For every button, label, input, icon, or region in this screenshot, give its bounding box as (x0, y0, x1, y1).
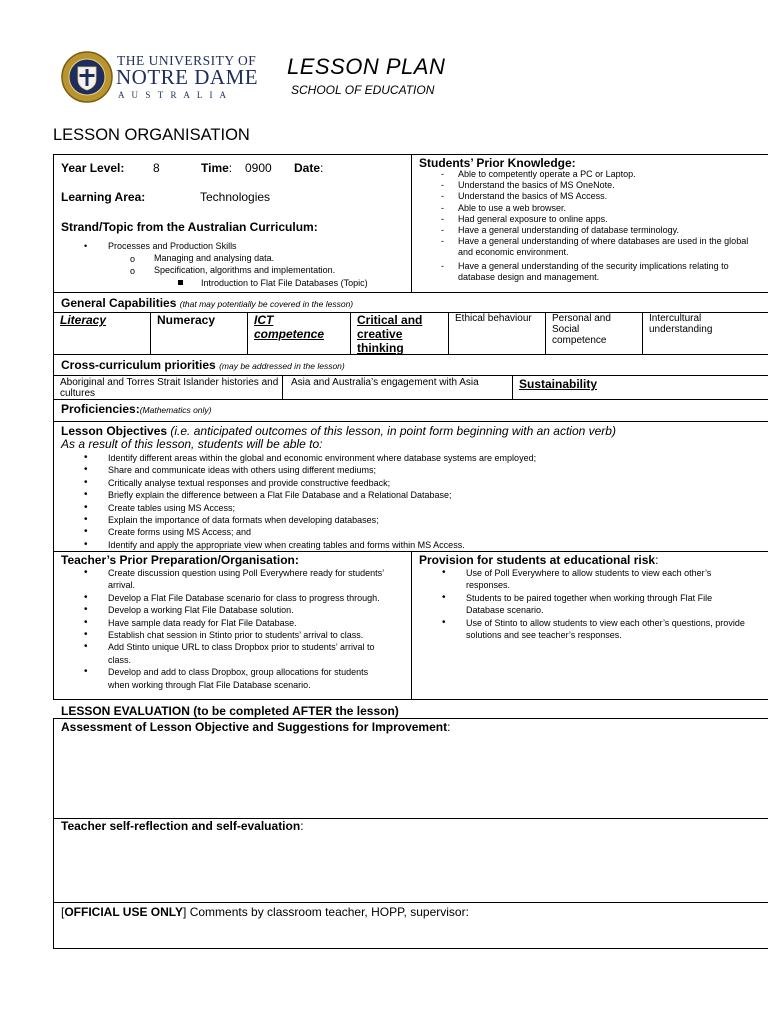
time-label-wrap (201, 161, 232, 175)
provision-title-wrap (419, 553, 658, 567)
reflection-cell[interactable] (54, 818, 768, 902)
strand-level-2-item: Specification, algorithms and implementation. (154, 265, 336, 275)
prior-knowledge-title: Students’ Prior Knowledge: (419, 156, 576, 170)
objectives-note: (i.e. anticipated outcomes of this lesson, in point form beginning with an action verb) (170, 424, 616, 438)
lesson-organisation-table (53, 154, 768, 700)
list-item: • Establish chat session in Stinto prior to students’ arrival to class. (54, 629, 389, 641)
cross-curriculum-title: Cross-curriculum priorities (61, 358, 216, 372)
list-item: • Students to be paired together when working through Flat File Database scenario. (412, 592, 752, 617)
date-colon: : (320, 161, 324, 175)
capabilities-row (54, 312, 768, 354)
proficiencies-wrap (61, 402, 212, 416)
list-item: • Identify and apply the appropriate view when creating tables and forms within MS Access. (54, 539, 754, 551)
cross-curriculum-title-wrap (61, 358, 345, 372)
list-item: • Explain the importance of data formats when developing databases; (54, 514, 754, 526)
page-subtitle: SCHOOL OF EDUCATION (291, 83, 435, 97)
capability-literacy: Literacy (60, 313, 107, 327)
teacher-prep-list (54, 567, 389, 691)
date-label-wrap (294, 161, 323, 175)
time-colon: : (228, 161, 233, 175)
assessment-label-wrap (61, 720, 450, 734)
list-item: - Had general exposure to online apps. (432, 214, 750, 225)
list-item: • Add Stinto unique URL to class Dropbox prior to students’ arrival to class. (54, 641, 389, 666)
objectives-cell (54, 421, 768, 551)
capability-ethical: Ethical behaviour (448, 313, 545, 355)
logo-line-3: A U S T R A L I A (118, 90, 229, 100)
list-item: - Understand the basics of MS Access. (432, 191, 750, 202)
reflection-label-wrap (61, 819, 304, 833)
list-item: • Develop and add to class Dropbox, group allocations for students when working through Flat File Database scenario. (54, 666, 389, 691)
lesson-info-cell (54, 155, 411, 292)
strand-circle-icon: o (130, 254, 136, 264)
priority-asia: Asia and Australia’s engagement with Asia (282, 376, 512, 400)
capability-intercultural: Intercultural understanding (642, 313, 768, 355)
logo-line-1: THE UNIVERSITY OF (117, 53, 257, 68)
teacher-prep-title: Teacher’s Prior Preparation/Organisation: (61, 553, 299, 567)
list-item: - Have a general understanding of database terminology. (432, 225, 750, 236)
list-item: • Create tables using MS Access; (54, 502, 754, 514)
evaluation-title: LESSON EVALUATION (to be completed AFTER the lesson) (61, 704, 399, 718)
time-value: 0900 (245, 161, 272, 175)
assessment-colon: : (447, 720, 451, 734)
list-item: • Use of Poll Everywhere to allow students to view each other’s responses. (412, 567, 752, 592)
year-level-label: Year Level: (61, 161, 125, 175)
provision-list (412, 567, 752, 641)
list-item: • Create forms using MS Access; and (54, 526, 754, 538)
official-use-cell[interactable] (54, 902, 768, 948)
assessment-label: Assessment of Lesson Objective and Suggestions for Improvement (61, 720, 448, 734)
strand-label: Strand/Topic from the Australian Curriculum: (61, 220, 318, 234)
strand-bullet-icon: • (84, 241, 88, 251)
list-item: - Have a general understanding of where databases are used in the global and economic environment. (432, 236, 750, 258)
university-crest-icon (60, 50, 114, 104)
time-label: Time (201, 161, 229, 175)
section-title: LESSON ORGANISATION (53, 126, 250, 144)
strand-level-1: Processes and Production Skills (108, 241, 237, 251)
official-use-bold: OFFICIAL USE ONLY (64, 905, 184, 919)
capability-personal-social: Personal and Social competence (545, 313, 642, 355)
learning-area-label: Learning Area: (61, 190, 146, 204)
objectives-title: Lesson Objectives (61, 424, 168, 438)
strand-circle-icon: o (130, 266, 136, 276)
objectives-intro: As a result of this lesson, students will be able to: (61, 437, 323, 451)
official-use-label (61, 905, 469, 919)
list-item: • Use of Stinto to allow students to view each other’s questions, provide solutions and see teacher’s responses. (412, 617, 752, 642)
list-item: - Have a general understanding of the security implications relating to database design and management. (432, 261, 750, 283)
priority-sustainability: Sustainability (512, 376, 768, 400)
strand-square-icon (178, 280, 183, 285)
reflection-label: Teacher self-reflection and self-evaluation (61, 819, 301, 833)
proficiencies-note: (Mathematics only) (139, 405, 212, 415)
capabilities-title-wrap (61, 296, 353, 310)
priority-aboriginal: Aboriginal and Torres Strait Islander histories and cultures (60, 377, 279, 399)
proficiencies-title: Proficiencies: (61, 402, 140, 416)
university-logo (60, 50, 270, 104)
capability-critical-thinking: Critical and creative thinking (350, 313, 448, 355)
prior-knowledge-cell (411, 155, 768, 292)
reflection-colon: : (300, 819, 304, 833)
cross-curriculum-header (54, 354, 768, 375)
capabilities-title: General Capabilities (61, 296, 177, 310)
list-item: • Share and communicate ideas with others using different mediums; (54, 464, 754, 476)
cross-curriculum-row (54, 375, 768, 399)
learning-area-value: Technologies (200, 190, 271, 204)
capabilities-note: (that may potentially be covered in the lesson) (179, 299, 354, 309)
list-item: • Develop a working Flat File Database solution. (54, 604, 389, 616)
capability-numeracy: Numeracy (150, 313, 247, 355)
year-level-value: 8 (153, 161, 160, 175)
official-use-rest: ] Comments by classroom teacher, HOPP, supervisor: (183, 905, 469, 919)
provision-title: Provision for students at educational risk (419, 553, 656, 567)
list-item: - Able to use a web browser. (432, 203, 750, 214)
logo-line-2: NOTRE DAME (116, 65, 259, 89)
list-item: • Identify different areas within the global and economic environment where database systems are employed; (54, 452, 754, 464)
assessment-cell[interactable] (54, 719, 768, 818)
list-item: • Develop a Flat File Database scenario for class to progress through. (54, 592, 389, 604)
capabilities-header (54, 292, 768, 312)
evaluation-table (53, 718, 768, 949)
strand-level-3: Introduction to Flat File Databases (Topic) (201, 278, 368, 288)
list-item: • Critically analyse textual responses and provide constructive feedback; (54, 477, 754, 489)
provision-cell (411, 551, 768, 699)
official-open-bracket: [ (61, 905, 65, 919)
date-label: Date (294, 161, 321, 175)
list-item: • Briefly explain the difference between a Flat File Database and a Relational Database; (54, 489, 754, 501)
cross-curriculum-note: (may be addressed in the lesson) (219, 361, 345, 371)
teacher-prep-cell (54, 551, 411, 699)
list-item: - Understand the basics of MS OneNote. (432, 180, 750, 191)
list-item: • Create discussion question using Poll Everywhere ready for students’ arrival. (54, 567, 389, 592)
strand-level-2-item: Managing and analysing data. (154, 253, 275, 263)
proficiencies-row (54, 399, 768, 421)
objectives-list (54, 452, 754, 551)
provision-colon: : (655, 553, 659, 567)
page-title: LESSON PLAN (287, 54, 446, 79)
capability-ict: ICT competence (247, 313, 350, 355)
prior-knowledge-list (432, 169, 750, 283)
list-item: - Able to competently operate a PC or Laptop. (432, 169, 750, 180)
list-item: • Have sample data ready for Flat File Database. (54, 617, 389, 629)
objectives-title-wrap (61, 424, 616, 438)
